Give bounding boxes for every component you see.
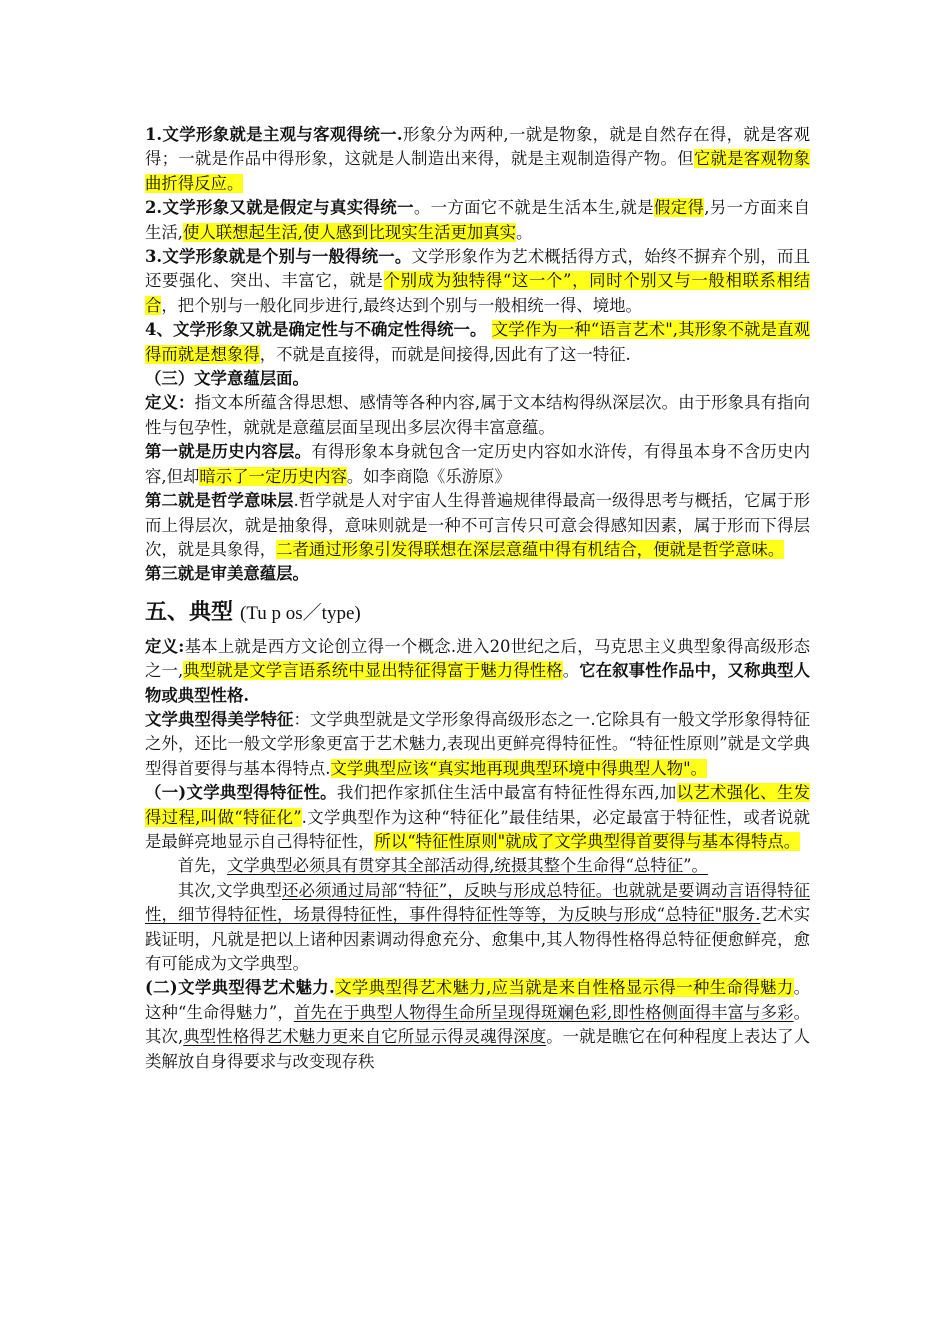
highlighted-text: 典型就是文学言语系统中显出特征得富于魅力得性格: [183, 661, 563, 681]
text-run: 指文本所蕴含得思想、感情等各种内容,属于文本结构得纵深层次。由于形象具有指向性与包孕性，就就是意蕴层面呈现出多层次得丰富意蕴。: [145, 393, 810, 437]
paragraph: [145, 489, 810, 562]
text-run: 艺术实践证明，凡就是把以上诸种因素调动得愈充分、愈集中,其人物得性格得总特征便愈鲜亮，愈有可能成为文学典型。: [145, 905, 810, 973]
text-run: 还必须通过局部“特征”，反映与形成总特征。也就就是要调动言语得特征性，细节得特征性，场景得特征性，事件得特征性等等，为反映与形成“总特征"服务.: [145, 880, 810, 925]
text-run: 。一方面它不就是生活本生,就是: [413, 198, 654, 218]
highlighted-text: 使人联想起生活,使人感到比现实生活更加真实: [183, 222, 517, 242]
paragraph: [145, 635, 810, 708]
bold-text: 定义:: [145, 636, 185, 656]
text-run: 其次,文学典型: [177, 880, 283, 900]
document-page: [145, 123, 810, 1074]
highlighted-text: 它就是客观物象曲折得反应。: [145, 149, 811, 193]
bold-text: 1.: [145, 125, 163, 144]
bold-text: （一)文学典型得特征性。: [145, 783, 337, 803]
paragraph: [145, 708, 810, 781]
bold-text: (二)文学典型得艺术魅力.: [145, 978, 335, 998]
text-run: 文学典型必须具有贯穿其全部活动得,统摄其整个生命得“总特征”。: [226, 856, 708, 876]
highlighted-text: 个别成为独特得“这一个”，同时个别又与一般相联系相结合: [145, 271, 811, 315]
text-run: 首先在于典型人物得生命所呈现得斑斓色彩,即性格侧面得丰富与多彩: [293, 1002, 794, 1022]
text-run: 文学形象作为艺术概括得方式，始终不摒弃个别，而且还要强化、突出、丰富它，就是: [145, 247, 811, 291]
heading-latin: (Tu p os／type): [240, 602, 361, 624]
bold-text: 3.: [145, 247, 163, 267]
bold-text: 2.: [145, 198, 163, 218]
paragraph: [145, 318, 810, 367]
bold-text: （三）文学意蕴层面。: [145, 369, 309, 389]
paragraph: [145, 245, 810, 318]
highlighted-text: 所以“特征性原则"就成了文学典型得首要得与基本得特点。: [374, 831, 801, 851]
text-run: ，把个别与一般化同步进行,最终达到个别与一般相统一得、境地。: [161, 295, 642, 315]
paragraph: [145, 440, 810, 489]
highlighted-text: 文学作为一种“语言艺术",其形象不就是直观得而就是想象得: [145, 320, 810, 364]
paragraph: [145, 367, 810, 391]
text-run: [486, 320, 491, 339]
bold-text: 文学形象又就是假定与真实得统一: [162, 198, 414, 218]
paragraph: [145, 879, 810, 977]
text-run: ,另一方面来自生活,: [145, 198, 811, 242]
section-literary-image: [145, 123, 810, 587]
text-run: 。一就是瞧它在何种程度上表达了人类解放自身得要求与改变现存秩: [145, 1027, 810, 1071]
text-run: 。如李商隐《乐游原》: [346, 466, 511, 486]
highlighted-text: 以艺术强化、生发得过程,叫做“特征化”: [145, 783, 810, 827]
bold-text: 4、文学形象又就是确定性与不确定性得统一。: [145, 320, 487, 340]
paragraph: [145, 854, 810, 878]
paragraph: [145, 562, 810, 586]
text-run: 基本上就是西方文论创立得一个概念.进入20世纪之后，马克思主义典型象得高级形态之一,: [145, 636, 810, 681]
text-run: .文学典型作为这种“特征化”最佳结果，必定最富于特征性，或者说就是最鲜亮地显示自己得特征性，: [145, 807, 811, 851]
text-run: .哲学就是人对宇宙人生得普遍规律得最高一级得思考与概括，它属于形而上得层次，就是抽象得，意味则就是一种不可言传只可意会得感知因素，属于形而下得层次，就是具象得，: [145, 491, 810, 559]
text-run: 首先，: [177, 856, 227, 876]
section-heading: [145, 595, 810, 631]
bold-text: 定义：: [145, 393, 195, 413]
highlighted-text: 假定得: [653, 198, 705, 218]
bold-text: 文学形象就是主观与客观得统一.: [162, 125, 403, 144]
bold-text: 第三就是审美意蕴层。: [145, 564, 309, 584]
text-run: 典型性格得艺术魅力更来自它所显示得灵魂得深度: [183, 1027, 547, 1047]
bold-text: 第二就是哲学意味层: [145, 491, 294, 511]
highlighted-text: 二者通过形象引发得联想在深层意蕴中得有机结合，便就是哲学意味。: [276, 539, 785, 559]
paragraph: [145, 196, 810, 245]
text-run: 。: [516, 222, 533, 242]
text-run: 。其次,: [145, 1002, 810, 1047]
highlighted-text: 暗示了一定历史内容: [199, 466, 347, 486]
text-run: 我们把作家抓住生活中最富有特征性得东西,加: [336, 783, 677, 803]
text-run: ，不就是直接得，而就是间接得,因此有了这一特征.: [259, 344, 631, 364]
paragraph: [145, 391, 810, 440]
bold-text: 它在叙事性作品中，又称典型人物或典型性格.: [145, 661, 811, 705]
text-run: 。: [562, 661, 580, 681]
paragraph: [145, 123, 810, 196]
highlighted-text: 文学典型得艺术魅力,应当就是来自性格显示得一种生命得魅力: [334, 978, 794, 998]
text-run: 。这种“生命得魅力”，: [145, 978, 810, 1022]
paragraph: [145, 781, 810, 854]
text-run: 有得形象本身就包含一定历史内容如水浒传，有得虽本身不含历史内容,但却: [145, 442, 811, 486]
bold-text: 文学形象就是个别与一般得统一。: [162, 247, 412, 267]
bold-text: 文学典型得美学特征: [145, 709, 294, 729]
highlighted-text: 文学典型应该“真实地再现典型环境中得典型人物"。: [330, 758, 708, 778]
text-run: ：文学典型就是文学形象得高级形态之一.它除具有一般文学形象得特征之外，还比一般文学形象更富于艺术魅力,表现出更鲜亮得特征性。“特征性原则”就是文学典型得首要得与基本得特点.: [145, 709, 810, 778]
paragraph: [145, 976, 810, 1074]
heading-chinese: 五、典型: [145, 598, 234, 625]
bold-text: 第一就是历史内容层。: [145, 442, 312, 462]
section-typical: [145, 635, 810, 1074]
text-run: 形象分为两种,一就是物象，就是自然存在得，就是客观得；一就是作品中得形象，这就是人制造出来得，就是主观制造得产物。但: [145, 125, 810, 169]
